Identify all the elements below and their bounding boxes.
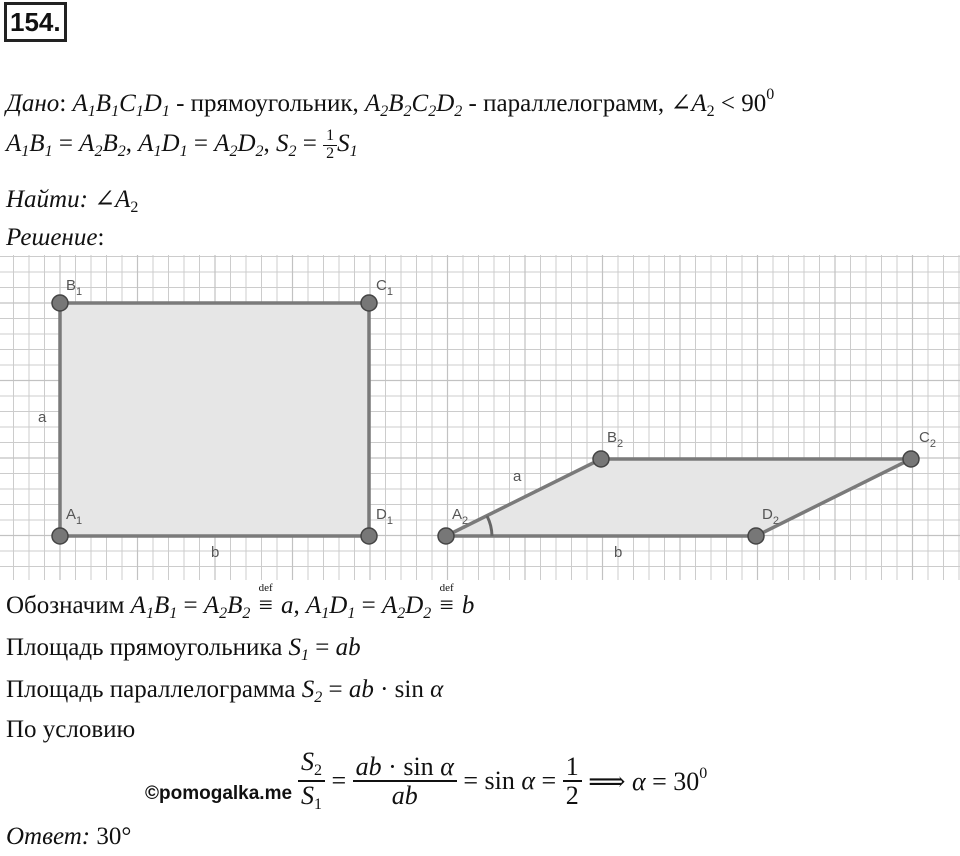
- answer-label: Ответ:: [6, 823, 91, 850]
- rect-area-label: Площадь прямоугольника: [6, 634, 283, 661]
- find-label: Найти:: [6, 186, 88, 213]
- label-side-a2: a: [513, 468, 522, 485]
- point-d2: [748, 528, 764, 544]
- degree-sup: 0: [766, 86, 775, 103]
- label-a2: $A_2$: [452, 506, 469, 527]
- rect-area-line: Площадь прямоугольника $S_1$ = ab: [6, 634, 361, 664]
- point-c2: [903, 451, 919, 467]
- label-side-b1: b: [211, 544, 220, 561]
- point-b1: [52, 295, 68, 311]
- label-d1: $D_1$: [376, 506, 393, 527]
- point-b2: [593, 451, 609, 467]
- main-formula: $\frac{S_2}{S_1}$ = $\frac{\text{ab · sin α}}{ab}$ = sin α = $\frac{1}{2}$ ⟹ $\alpha = 30^0$: [298, 748, 707, 814]
- label-b2: $B_2$: [607, 429, 624, 450]
- par-area-line: Площадь параллелограмма $S_2$ = ab · sin α: [6, 676, 444, 706]
- problem-number: 154.: [4, 2, 67, 42]
- condition-label: По условию: [6, 716, 136, 743]
- given-label: Дано: [6, 90, 60, 117]
- given-line-1: Дано: $A_1B_1C_1D_1$ - прямоугольник, $A_2B_2C_2D_2$ - параллелограмм, $\angle A_2 < 90^0$: [6, 86, 775, 120]
- point-d1: [361, 528, 377, 544]
- point-c1: [361, 295, 377, 311]
- denote-line: Обозначим $A_1B_1 = A_2B_2$ def ≡ a, $A_1D_1 = A_2D_2$ def ≡ b: [6, 582, 475, 622]
- label-c1: $C_1$: [376, 277, 393, 298]
- given-line-2: $A_1B_1 = A_2B_2$, $A_1D_1 = A_2D_2$, $S_2$ = $\frac{1}{2}$ $S_1$: [6, 127, 358, 162]
- label-d2: $D_2$: [762, 506, 779, 527]
- point-a2: [438, 528, 454, 544]
- rectangle-shape: [60, 303, 369, 536]
- watermark: ©pomogalka.me: [145, 783, 293, 804]
- geometry-figure: [0, 255, 960, 580]
- rect-text: - прямоугольник,: [176, 90, 359, 117]
- label-side-b2: b: [614, 544, 623, 561]
- solution-label: Решение: [6, 224, 98, 251]
- angle-lt: < 90: [720, 90, 767, 117]
- denote-label: Обозначим: [6, 592, 125, 619]
- solution-line: Решение:: [6, 224, 105, 251]
- label-b1: $B_1$: [66, 277, 83, 298]
- par-text: - параллелограмм,: [468, 90, 665, 117]
- condition-line: [6, 716, 135, 744]
- answer-value: 30°: [96, 823, 132, 850]
- point-a1: [52, 528, 68, 544]
- find-line: Найти: $\angle A_2$: [6, 186, 139, 216]
- label-a1: $A_1$: [66, 506, 83, 527]
- label-side-a1: a: [38, 409, 47, 426]
- label-c2: $C_2$: [919, 429, 936, 450]
- answer-line: [6, 823, 131, 851]
- par-area-label: Площадь параллелограмма: [6, 676, 296, 703]
- half-fraction: $\frac{1}{2}$: [323, 128, 337, 163]
